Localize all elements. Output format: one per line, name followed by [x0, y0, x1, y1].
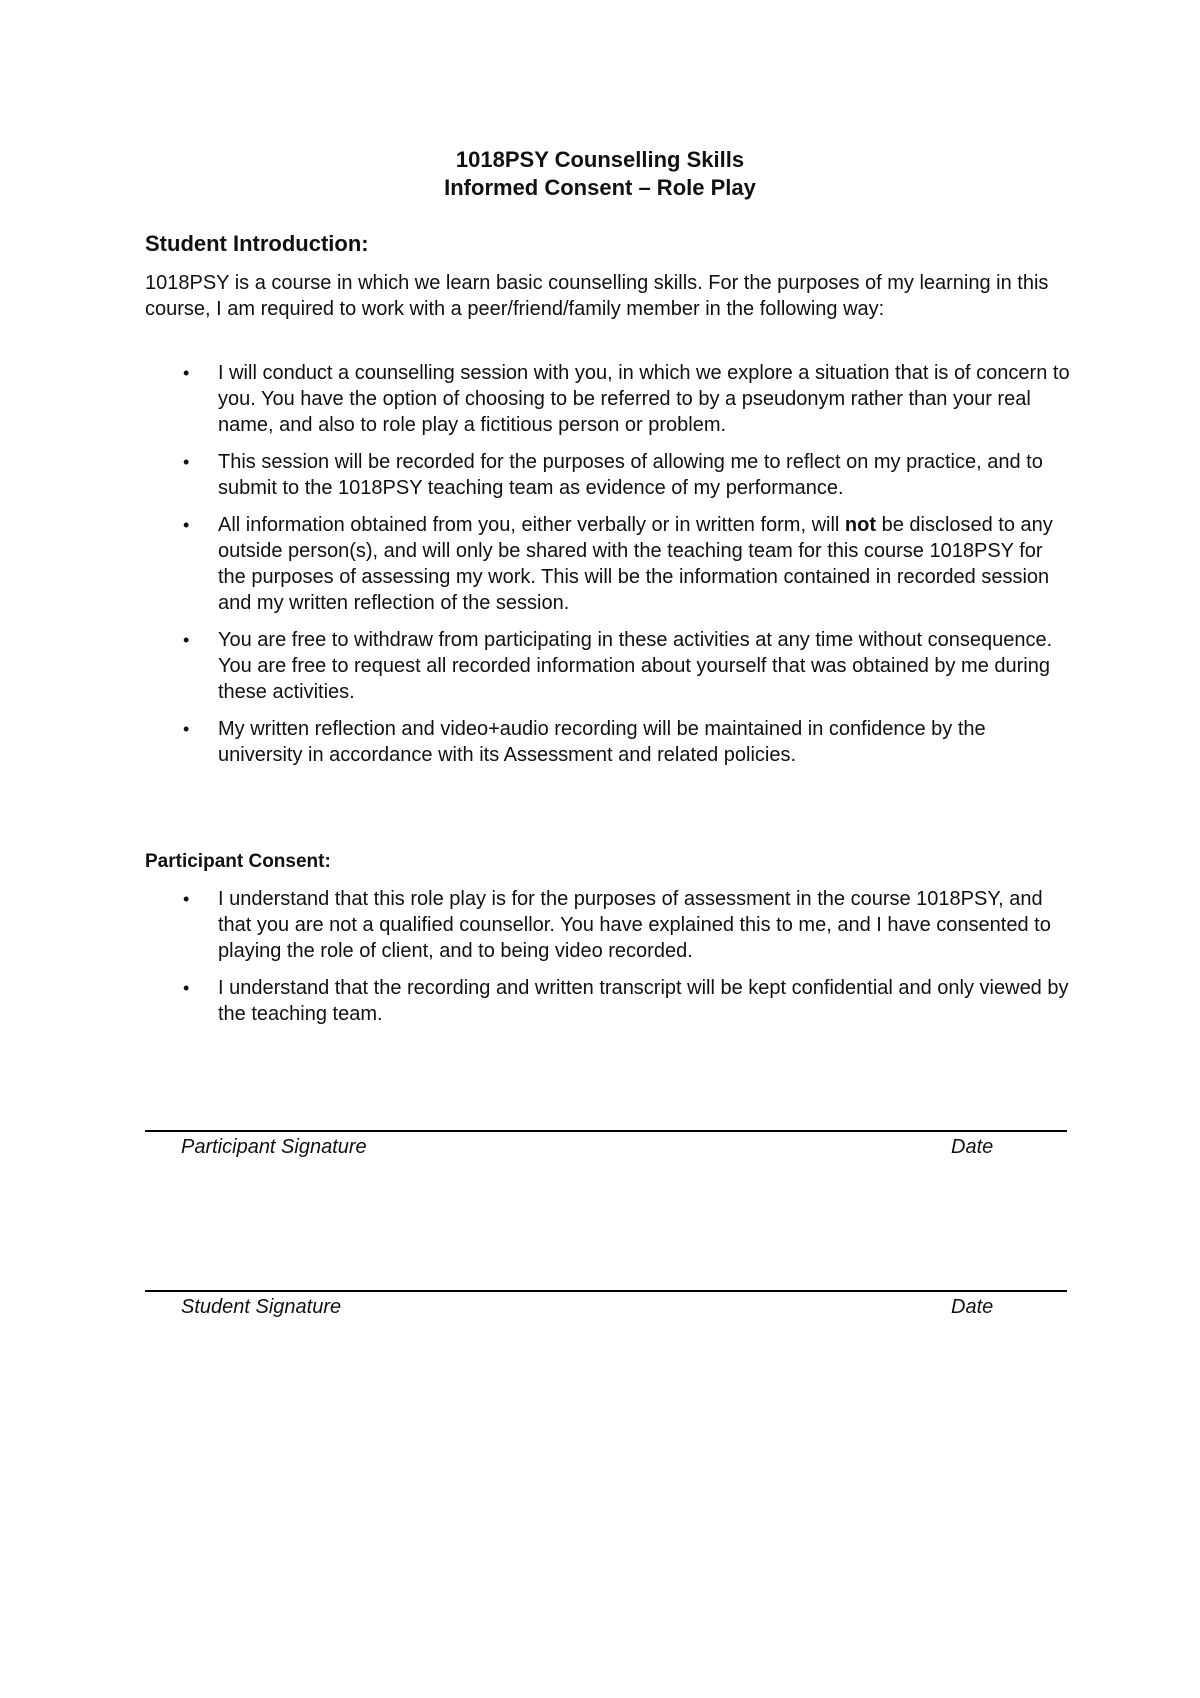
student-signature-label: Student Signature: [181, 1296, 342, 1318]
bullet-text: This session will be recorded for the purposes of allowing me to reflect on my practice, and to submit to the 1018PSY teaching team as evidence of my performance.: [218, 451, 1043, 499]
bullet-icon: •: [183, 889, 190, 909]
bullet-icon: •: [183, 719, 190, 739]
bullet-icon: •: [183, 363, 190, 383]
list-item: [145, 975, 1075, 1027]
bullet-text: I will conduct a counselling session with you, in which we explore a situation that is of concern to you. You have the option of choosing to be referred to by a pseudonym rather than your real name, and also to role play a fictitious person or problem.: [218, 362, 1070, 436]
bullet-icon: •: [183, 978, 190, 998]
participant-date-label: Date: [951, 1136, 994, 1158]
participant-consent-heading: Participant Consent:: [145, 851, 331, 872]
bullet-icon: •: [183, 515, 190, 535]
bullet-text: I understand that the recording and written transcript will be kept confidential and only viewed by the teaching team.: [218, 977, 1069, 1025]
student-intro-paragraph: 1018PSY is a course in which we learn basic counselling skills. For the purposes of my learning in this course, I am required to work with a peer/friend/family member in the following way:: [145, 272, 1049, 320]
list-item: [145, 886, 1075, 964]
bullet-text-emphasis: not: [844, 514, 877, 536]
bullet-icon: •: [183, 630, 190, 650]
list-item: [145, 449, 1075, 501]
student-signature-block: [145, 1290, 1067, 1320]
participant-signature-block: [145, 1130, 1067, 1160]
bullet-text-after: be disclosed to any outside person(s), and will only be shared with the teaching team for this course 1018PSY for the purposes of assessing my work. This will be the information contained in recorded session and my written reflection of the session.: [218, 514, 1053, 614]
bullet-text-before: All information obtained from you, either verbally or in written form, will: [218, 514, 845, 536]
student-intro-heading: Student Introduction:: [145, 231, 369, 256]
bullet-text: I understand that this role play is for the purposes of assessment in the course 1018PSY, and that you are not a qualified counsellor. You have explained this to me, and I have consented to playing the role of client, and to being video recorded.: [218, 888, 1051, 962]
participant-consent-bullets: [145, 886, 1075, 1038]
bullet-text: You are free to withdraw from participating in these activities at any time without consequence. You are free to request all recorded information about yourself that was obtained by me during these activities.: [218, 629, 1053, 703]
title-line-2: Informed Consent – Role Play: [444, 175, 756, 200]
list-item: [145, 360, 1075, 438]
bullet-text: [218, 514, 1053, 614]
bullet-icon: •: [183, 452, 190, 472]
bullet-text: My written reflection and video+audio recording will be maintained in confidence by the university in accordance with its Assessment and related policies.: [218, 718, 986, 766]
title-line-1: 1018PSY Counselling Skills: [455, 147, 745, 172]
list-item: [145, 512, 1075, 616]
student-date-label: Date: [951, 1296, 994, 1318]
participant-signature-label: Participant Signature: [181, 1136, 367, 1158]
student-intro-bullets: [145, 360, 1075, 779]
list-item: [145, 627, 1075, 705]
document-title: [0, 146, 1200, 202]
list-item: [145, 716, 1075, 768]
